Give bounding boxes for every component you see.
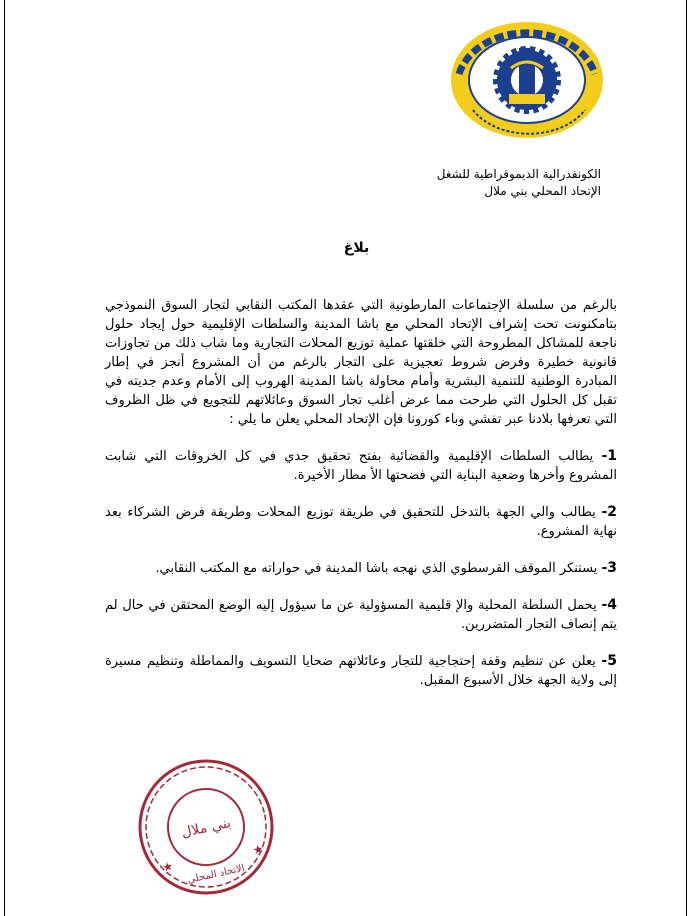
- cdt-logo-icon: [445, 18, 605, 143]
- item-text: يحمل السلطة المحلية والإ قليمية المسؤولية عن ما سيؤول إليه الوضع المحتقن في حال لم يتم إنصاف التجار المتضررين.: [105, 598, 617, 632]
- stamp-center-text: بني ملال: [179, 814, 233, 842]
- demand-item: [105, 652, 617, 690]
- document-title: بلاغ: [343, 240, 370, 256]
- organization-header: [437, 166, 601, 200]
- intro-paragraph: بالرغم من سلسلة الإجتماعات المارطونية التي عقدها المكتب النقابي لتجار السوق النموذجي بتامكنونت تحت إشراف الإتحاد المحلي مع باشا المدينة والسلطات الإقليمية حول إيجاد حلول ناجعة للمشاكل المطروحة التي خلقتها عملية توزيع المحلات التجارية وما شاب ذلك من تجاوزات قانونية خطيرة وفرض شروط تعجيزية على التجار بالرغم من أن المشروع أنجز في إطار المبادرة الوطنية للتنمية البشرية وأمام محاولة باشا المدينة الهروب إلى الأمام وعدم جديته في تقبل كل الحلول التي طرحت مما عرض أغلب تجار السوق وعائلاتهم للتجويع في ظل الظروف التي تعرفها بلادنا عبر تفشي وباء كورونا فإن الإتحاد المحلي يعلن ما يلي :: [105, 298, 617, 427]
- item-number: 2-: [601, 504, 618, 520]
- local-union-name: الإتحاد المحلي بني ملال: [484, 184, 601, 198]
- stamp-icon: [131, 752, 281, 902]
- demand-item: [105, 503, 617, 541]
- item-text: يطالب والي الجهة بالتدخل للتحقيق في طريقة توزيع المحلات وطريقة فرض الشركاء بعد نهاية المشروع.: [105, 505, 617, 539]
- item-text: يستنكر الموقف القرسطوي الذي نهجه باشا المدينة في حواراته مع المكتب النقابي.: [155, 561, 598, 576]
- svg-text:★: ★: [251, 841, 265, 858]
- org-name: الكونفدرالية الديموقراطية للشغل: [436, 167, 601, 181]
- item-number: 3-: [601, 560, 617, 576]
- item-number: 4-: [601, 597, 618, 613]
- svg-text:★: ★: [161, 858, 175, 875]
- document-page: [4, 0, 687, 916]
- item-text: يطالب السلطات الإقليمية والقضائية بفتح تحقيق جدي في كل الخروقات التي شابت المشروع وأخرها وضعية البناية التي فضحتها الأ مطار الأخيرة.: [105, 449, 617, 483]
- demand-item: [105, 559, 617, 578]
- demand-item: [105, 447, 617, 485]
- demand-item: [105, 596, 617, 634]
- item-number: 5-: [601, 653, 617, 669]
- item-text: يعلن عن تنظيم وقفة إحتجاجية للتجار وعائلاتهم ضحايا التسويف والمماطلة وتنظيم مسيرة إلى ولاية الجهة خلال الأسبوع المقبل.: [105, 654, 617, 688]
- stamp-arc-text: الاتحاد المحلي: [186, 863, 246, 886]
- document-body: [105, 296, 617, 708]
- item-number: 1-: [601, 448, 618, 464]
